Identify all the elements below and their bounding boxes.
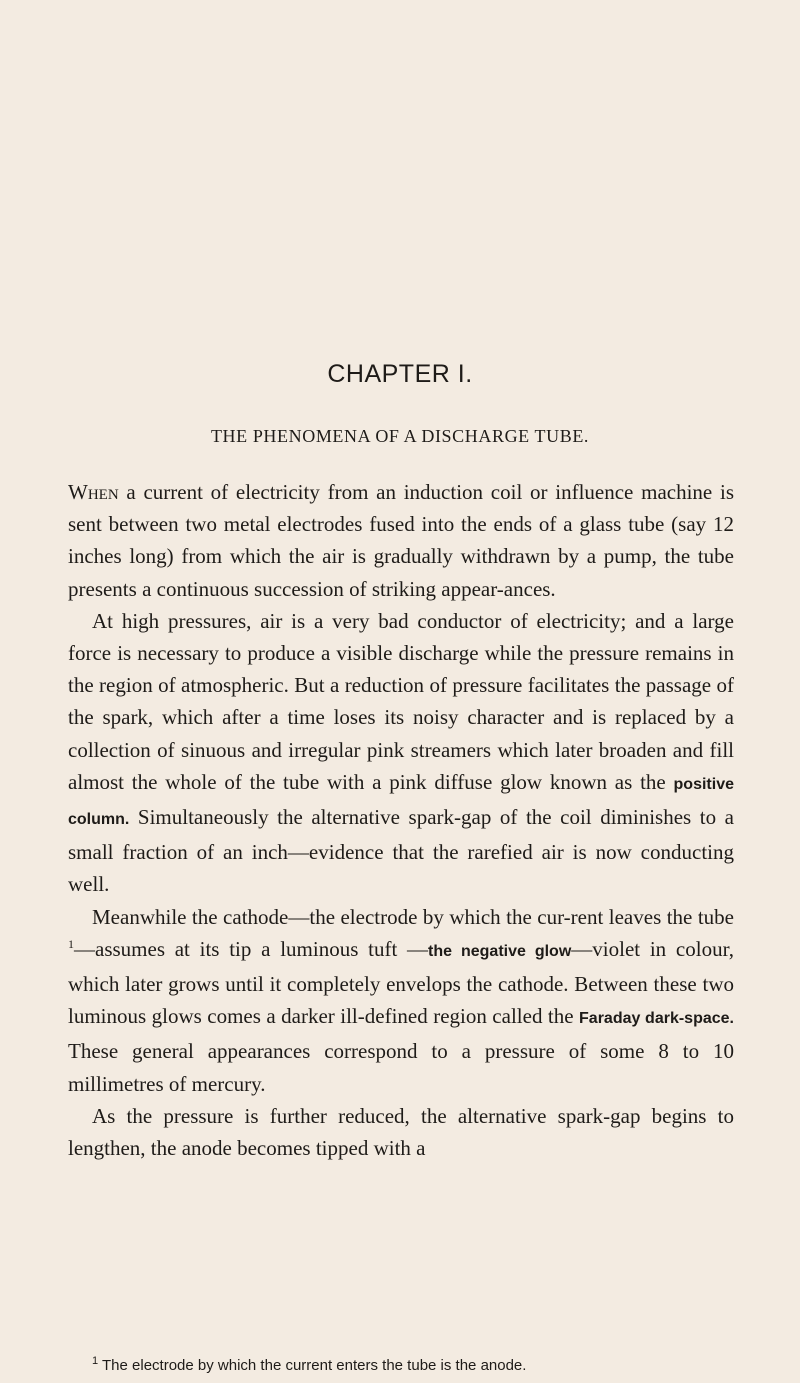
footnote-text: The electrode by which the current enters the tube is the anode. (98, 1357, 527, 1374)
footnote-marker: 1 (92, 1355, 99, 1367)
paragraph-3-text-d: These general appearances correspond to a pressure of some 8 to 10 millimetres of mercury. (68, 1039, 734, 1096)
paragraph-2-text-a: At high pressures, air is a very bad conductor of electricity; and a large force is necessary to produce a visible discharge while the pressure remains in the region of atmospheric. But a reduction of pressure facilitates the passage of the spark, which after a time loses its noisy character and is replaced by a collection of sinuous and irregular pink streamers which later broaden and fill almost the whole of the tube with a pink diffuse glow known as the (68, 608, 734, 794)
paragraph-2 (68, 605, 734, 901)
chapter-title: CHAPTER I. (327, 360, 473, 388)
paragraph-4 (68, 1100, 734, 1164)
paragraph-3-text-a: Meanwhile the cathode—the electrode by which the cur-rent leaves the tube (92, 904, 734, 929)
term-faraday-dark-space: Faraday dark-space. (579, 1010, 734, 1028)
term-positive-column: positive column. (68, 775, 734, 829)
section-title: THE PHENOMENA OF A DISCHARGE TUBE. (210, 426, 590, 446)
paragraph-1 (68, 476, 734, 605)
body-text (68, 476, 734, 1164)
footnote (92, 1357, 752, 1374)
paragraph-2-text-b: Simultaneously the alternative spark-gap of the coil diminishes to a small fraction of an inch—evidence that the rarefied air is now conducting well. (68, 805, 734, 897)
paragraph-3-text-c: —violet in colour, which later grows until it completely envelops the cathode. Between these two luminous glows comes a darker ill-defined region called the (68, 936, 734, 1029)
footnote-reference: 1 (68, 936, 74, 951)
paragraph-3 (68, 901, 734, 1100)
paragraph-1-text: a current of electricity from an induction coil or influence machine is sent between two metal electrodes fused into the ends of a glass tube (say 12 inches long) from which the air is gradually withdrawn by a pump, the tube presents a continuous succession of striking appear-ances. (68, 480, 734, 601)
term-negative-glow: the negative glow (428, 942, 572, 960)
paragraph-3-text-b: —assumes at its tip a luminous tuft — (74, 936, 429, 961)
paragraph-4-text: As the pressure is further reduced, the alternative spark-gap begins to lengthen, the anode becomes tipped with a (68, 1103, 734, 1161)
opening-word: When (68, 480, 119, 504)
